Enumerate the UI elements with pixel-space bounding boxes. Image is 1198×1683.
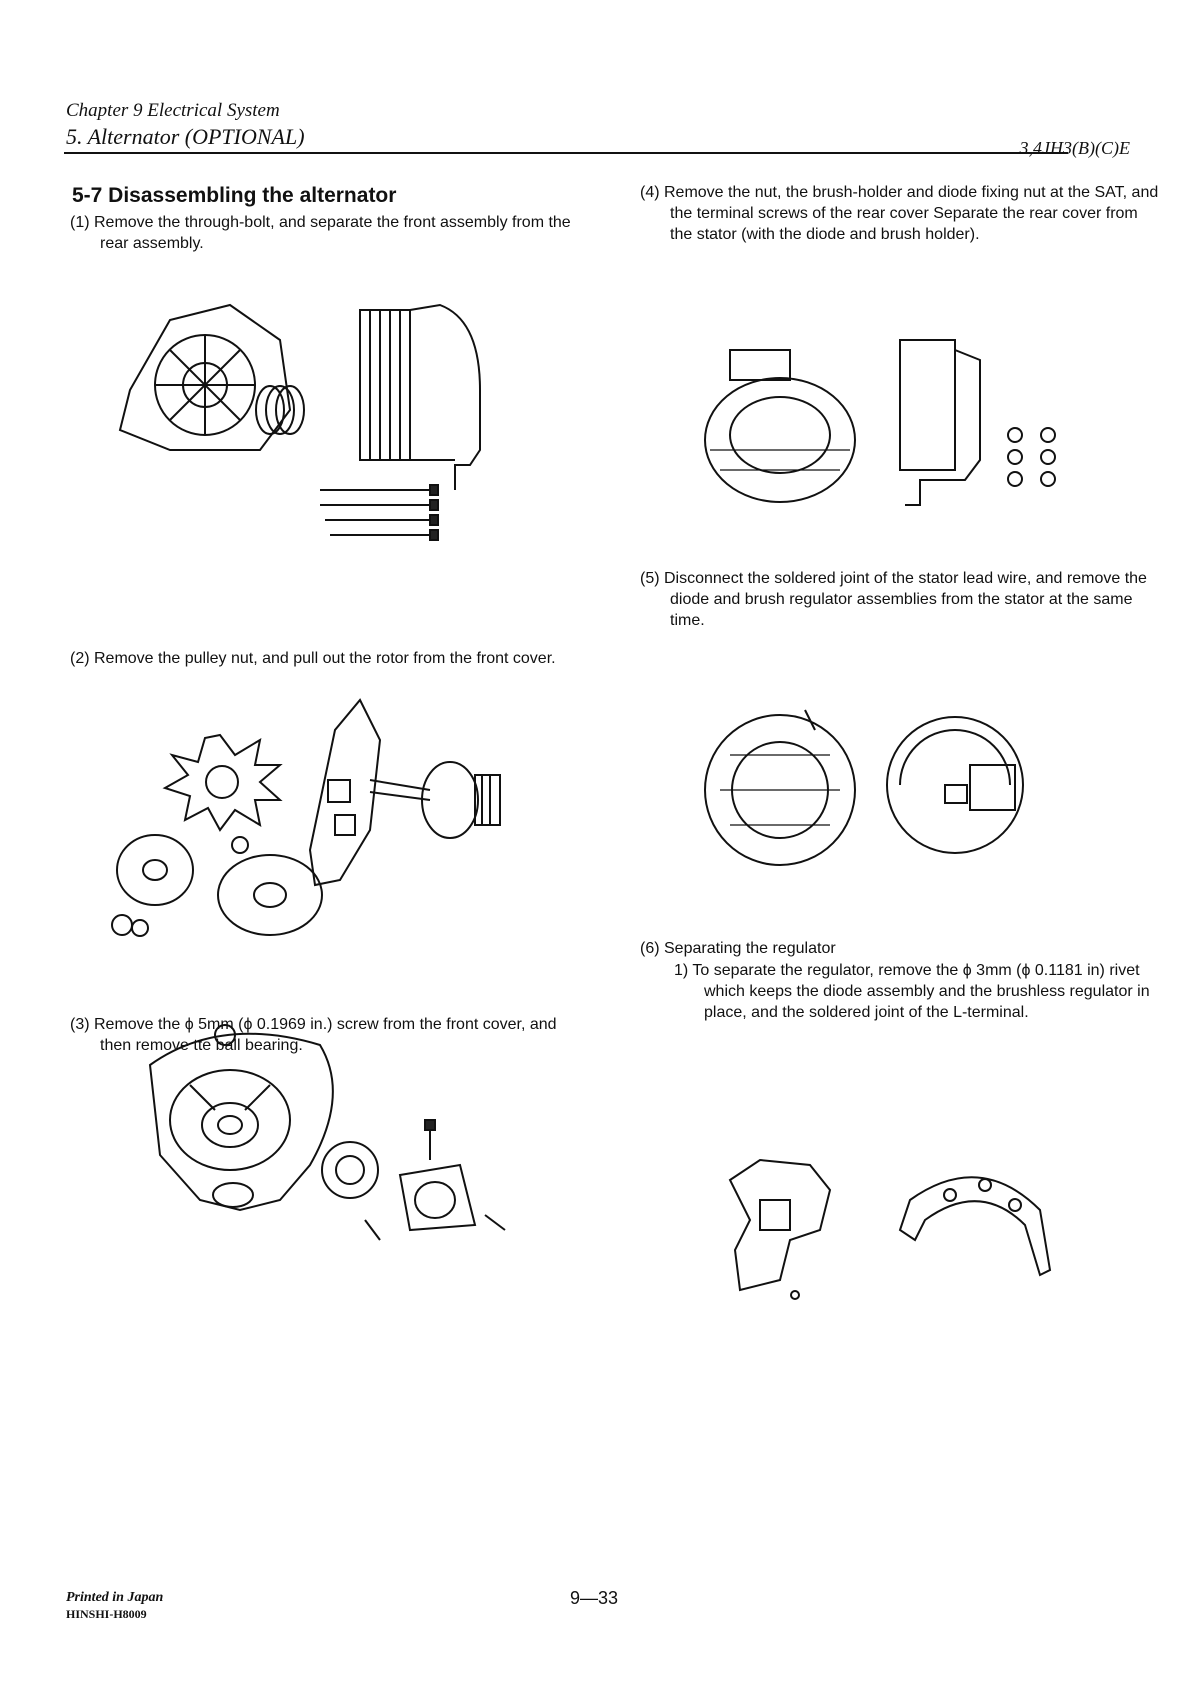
- step-1-text: (1) Remove the through-bolt, and separate the front assembly from the rear assembly.: [70, 214, 571, 252]
- figure-front-cover-bearing: [130, 1015, 530, 1255]
- model-code: 3,4JH3(B)(C)E: [1019, 138, 1130, 158]
- header-rule: [64, 152, 1068, 154]
- step-6-1-text: 1) To separate the regulator, remove the ϕ 3mm (ϕ 0.1181 in) rivet which keeps the diode assembly and the brushless regulator in place, and the soldered joint of the L-terminal.: [674, 962, 1150, 1021]
- section-heading: 5-7 Disassembling the alternator: [72, 184, 397, 207]
- figure-regulator-diode: [720, 1150, 1080, 1320]
- footer-left: [66, 1590, 163, 1622]
- document-code: HINSHI-H8009: [66, 1607, 147, 1621]
- printed-in: Printed in Japan: [66, 1590, 164, 1605]
- step-2-text: (2) Remove the pulley nut, and pull out the rotor from the front cover.: [70, 650, 556, 667]
- figure-stator-diode: [700, 705, 1080, 875]
- figure-front-rear-assembly: [110, 300, 510, 600]
- step-3-text: (3) Remove the ϕ 5mm (ϕ 0.1969 in.) screw from the front cover, and then remove tte ball bearing.: [70, 1016, 557, 1054]
- step-4-text: (4) Remove the nut, the brush-holder and diode fixing nut at the SAT, and the terminal screws of the rear cover Separate the rear cover from the stator (with the diode and brush holder).: [640, 184, 1159, 243]
- figure-pulley-rotor: [110, 700, 550, 950]
- step-6-text: (6) Separating the regulator: [640, 940, 836, 957]
- chapter-title: Chapter 9 Electrical System: [66, 100, 280, 121]
- figure-rear-cover-stator: [680, 340, 1100, 530]
- step-5-text: (5) Disconnect the soldered joint of the stator lead wire, and remove the diode and brush regulator assemblies from the stator at the same time.: [640, 570, 1147, 629]
- section-title: 5. Alternator (OPTIONAL): [66, 124, 305, 149]
- page-number: 9—33: [570, 1588, 619, 1608]
